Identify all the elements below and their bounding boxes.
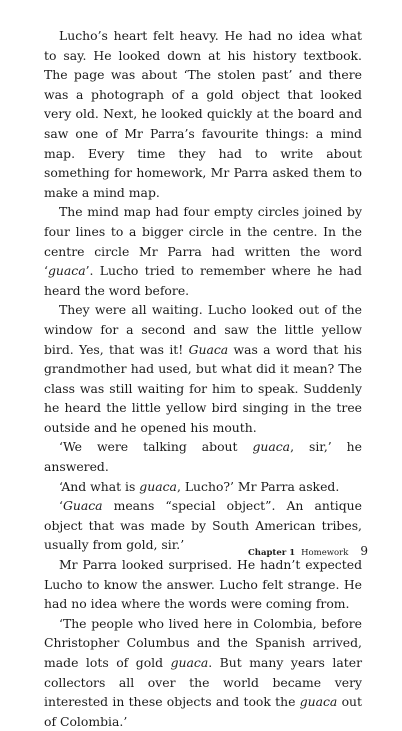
section-title: Homework [301,548,349,558]
italic-term: guaca [139,478,177,494]
paragraph-3: They were all waiting. Lucho looked out of the window for a second and saw the little yellow bird. Yes, that was it! Guaca was a word that his grandmother had used, but what did it mean? The class was still waiting for him to speak. Suddenly he heard the little yellow bird singing in the tree outside and he opened his mouth. [44,302,363,435]
italic-term: guaca [47,263,86,279]
page-footer [248,544,368,558]
paragraph-2: The mind map had four empty circles joined by four lines to a bigger circle in the centre. In the centre circle Mr Parra had written the word ‘guaca’. Lucho tried to remember where he had heard the word before. [44,204,362,298]
italic-term: Guaca [188,341,229,357]
chapter-label: Chapter 1 [248,548,296,558]
page-body [44,26,362,731]
italic-term: guaca [252,439,291,455]
paragraph-4: ‘We were talking about guaca, sir,’ he answered. [44,439,362,475]
paragraph-7: Mr Parra looked surprised. He hadn’t expected Lucho to know the answer. Lucho felt strange. He had no idea where the words were coming from. [44,557,362,612]
page-number: 9 [360,544,368,558]
paragraph-5: ‘And what is guaca, Lucho?’ Mr Parra asked. [59,478,340,494]
paragraph-1: Lucho’s heart felt heavy. He had no idea what to say. He looked down at his history textbook. The page was about ‘The stolen past’ and there was a photograph of a gold object that looked very old. Next, he looked quickly at the board and saw one of Mr Parra’s favourite things: a mind map. Every time they had to write about something for homework, Mr Parra asked them to make a mind map. [44,28,362,200]
paragraph-8: ‘The people who lived here in Colombia, before Christopher Columbus and the Spanish arrived, made lots of gold guaca. But many years later collectors all over the world became very interested in these objects and took the guaca out of Colombia.’ [44,615,363,729]
italic-term: guaca [170,655,209,670]
italic-term: Guaca [62,498,103,514]
paragraph-6: ‘Guaca means “special object”. An antique object that was made by South American tribes, usually from gold, sir.’ [44,498,362,553]
italic-term: guaca [299,694,338,710]
